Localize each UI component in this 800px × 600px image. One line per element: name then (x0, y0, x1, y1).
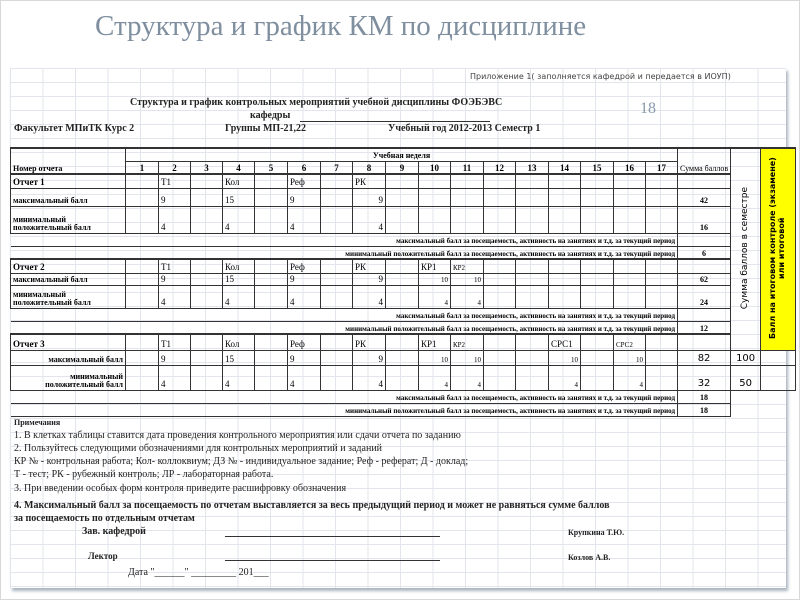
max-label: максимальный балл (11, 273, 126, 285)
note-line: КР № - контрольная работа; Кол- коллоквиум; ДЗ № - индивидуальное задание; Реф - реферат; Д - доклад; (14, 456, 469, 467)
mark-cell (255, 259, 288, 273)
attendance-min-label: минимальный положительный балл за посещаемость, активность на занятиях и т.д. за текущий период (11, 246, 678, 259)
max-score (451, 188, 484, 206)
max-score (126, 350, 159, 365)
max-score (386, 273, 419, 285)
note-line: Т - тест; РК - рубежный контроль; ЛР - лабораторная работа. (14, 469, 274, 480)
min-score: 4 (223, 365, 255, 390)
mark-cell: Кол (223, 259, 255, 273)
mark-cell (126, 334, 159, 350)
table-row (11, 308, 796, 321)
mark-cell (419, 174, 451, 188)
min-score: 4 (353, 206, 386, 233)
report-number-header: Номер отчета (11, 148, 126, 174)
max-score (191, 273, 223, 285)
final-max-blank (761, 350, 796, 365)
blank (761, 403, 796, 416)
max-sum: 42 (678, 188, 731, 206)
date-field: Дата "______" _________ 201___ (128, 567, 269, 578)
attendance-min-sum: 18 (678, 403, 731, 416)
week-1: 1 (126, 161, 159, 174)
mark-cell (191, 174, 223, 188)
max-score (516, 350, 549, 365)
max-score (484, 188, 516, 206)
max-score (321, 273, 353, 285)
max-score: 9 (288, 350, 321, 365)
max-score (484, 350, 516, 365)
max-score: 9 (288, 273, 321, 285)
max-sum: 62 (678, 273, 731, 285)
max-score (386, 188, 419, 206)
mark-cell: РК (353, 334, 386, 350)
min-score (451, 206, 484, 233)
max-score: 10 (419, 273, 451, 285)
note-line: 4. Максимальный балл за посещаемость по отчетам выставляется за весь предыдущий период и может не равняться сумме баллов (14, 500, 610, 511)
final-min-blank (761, 365, 796, 390)
min-score: 4 (159, 206, 191, 233)
kafedra-line (300, 121, 490, 122)
slide-title: Структура и график КМ по дисциплине (95, 10, 587, 42)
min-score: 4 (353, 365, 386, 390)
max-score: 9 (288, 188, 321, 206)
note-line: за посещаемость по отдельным отчетам (14, 513, 195, 524)
min-score: 4 (223, 206, 255, 233)
slide-number: 18 (640, 100, 656, 117)
mark-cell (646, 259, 678, 273)
table-row (11, 273, 796, 285)
min-score (321, 365, 353, 390)
min-score (516, 365, 549, 390)
min-score (126, 285, 159, 308)
min-score (581, 285, 614, 308)
attendance-min-sum: 12 (678, 321, 731, 334)
faculty: Факультет МПиТК Курс 2 (14, 123, 135, 134)
mark-cell (255, 174, 288, 188)
min-score: 4 (353, 285, 386, 308)
mark-cell: Реф (288, 259, 321, 273)
max-label: максимальный балл (11, 350, 126, 365)
min-score (646, 285, 678, 308)
blank (731, 403, 761, 416)
min-score: 4 (288, 365, 321, 390)
max-sum: 82 (678, 350, 731, 365)
min-score (516, 285, 549, 308)
mark-cell (516, 334, 549, 350)
mark-cell: КР1 (419, 334, 451, 350)
mark-cell (516, 259, 549, 273)
mark-cell: Кол (223, 174, 255, 188)
min-score (126, 365, 159, 390)
lecturer-label: Лектор (88, 551, 118, 561)
week-4: 4 (223, 161, 255, 174)
min-score (549, 206, 581, 233)
max-score (646, 350, 678, 365)
mark-cell (549, 174, 581, 188)
week-3: 3 (191, 161, 223, 174)
week-11: 11 (451, 161, 484, 174)
min-score (255, 285, 288, 308)
mark-cell: РК (353, 259, 386, 273)
head-label: Зав. кафедрой (82, 526, 146, 537)
max-score: 15 (223, 273, 255, 285)
mark-cell (484, 174, 516, 188)
min-score (549, 285, 581, 308)
max-score (516, 273, 549, 285)
min-score (614, 285, 646, 308)
min-score: 4 (159, 285, 191, 308)
mark-cell (451, 174, 484, 188)
max-score: 9 (353, 350, 386, 365)
week-10: 10 (419, 161, 451, 174)
semester-max: 100 (731, 350, 761, 365)
max-score: 10 (451, 350, 484, 365)
mark-cell (646, 174, 678, 188)
final-control-text: Балл на итоговом контроле (экзамене) или итоговой (768, 157, 787, 339)
min-score: 4 (419, 365, 451, 390)
blank (761, 390, 796, 403)
min-score (581, 206, 614, 233)
max-score (419, 188, 451, 206)
mark-cell (549, 259, 581, 273)
mark-cell: Т1 (159, 334, 191, 350)
max-score (255, 188, 288, 206)
mark-cell (646, 334, 678, 350)
min-score (126, 206, 159, 233)
mark-cell (255, 334, 288, 350)
table-row (11, 233, 796, 246)
mark-cell (126, 259, 159, 273)
min-label: минимальный положительный балл (11, 206, 126, 233)
min-score: 4 (288, 206, 321, 233)
mark-cell (321, 334, 353, 350)
max-score (549, 273, 581, 285)
attendance-min-label: минимальный положительный балл за посещаемость, активность на занятиях и т.д. за текущий период (11, 321, 678, 334)
note-line: 2. Пользуйтесь следующими обозначениями для контрольных мероприятий и заданий (14, 443, 383, 454)
table-row (11, 403, 796, 416)
min-score (516, 206, 549, 233)
min-score (614, 206, 646, 233)
min-score: 4 (451, 365, 484, 390)
mark-cell (614, 259, 646, 273)
table-row (11, 188, 796, 206)
sum-blank (678, 334, 731, 350)
max-score: 10 (419, 350, 451, 365)
min-label: минимальный положительный балл (11, 285, 126, 308)
week-15: 15 (581, 161, 614, 174)
min-score (484, 206, 516, 233)
max-score: 10 (451, 273, 484, 285)
min-score: 4 (419, 285, 451, 308)
mark-cell: РК (353, 174, 386, 188)
max-score (321, 350, 353, 365)
max-score (614, 273, 646, 285)
max-score (646, 188, 678, 206)
note-line: 3. При введении особых форм контроля приведите расшифровку обозначения (14, 483, 347, 494)
max-score: 9 (353, 188, 386, 206)
min-score: 4 (159, 365, 191, 390)
kafedra-label: кафедры (250, 110, 291, 121)
max-score: 10 (549, 350, 581, 365)
week-12: 12 (484, 161, 516, 174)
structure-title: Структура и график контрольных мероприятий учебной дисциплины ФОЭБЭВС (130, 97, 503, 108)
max-score (191, 188, 223, 206)
week-5: 5 (255, 161, 288, 174)
table-row (11, 390, 796, 403)
table-row (11, 259, 796, 273)
mark-cell: Т1 (159, 174, 191, 188)
min-score: 4 (549, 365, 581, 390)
min-score (646, 206, 678, 233)
groups: Группы МП-21,22 (225, 123, 307, 134)
max-score (386, 350, 419, 365)
max-score (549, 188, 581, 206)
mark-cell (386, 334, 419, 350)
note-line: 1. В клетках таблицы ставится дата проведения контрольного мероприятия или сдачи отчета по заданию (14, 430, 461, 441)
max-score: 9 (159, 350, 191, 365)
table-row (11, 174, 796, 188)
table-row (11, 321, 796, 334)
report-name: Отчет 3 (11, 334, 126, 350)
mark-cell: Т1 (159, 259, 191, 273)
mark-cell (581, 259, 614, 273)
min-score (191, 285, 223, 308)
lecturer-name: Козлов А.В. (568, 553, 611, 562)
min-score (419, 206, 451, 233)
blank (731, 390, 761, 403)
max-score (255, 273, 288, 285)
final-control-header (761, 148, 796, 350)
mark-cell (126, 174, 159, 188)
mark-cell (484, 259, 516, 273)
min-sum: 24 (678, 285, 731, 308)
mark-cell (581, 334, 614, 350)
head-name: Крупкина Т.Ю. (568, 528, 625, 537)
semester-min: 50 (731, 365, 761, 390)
max-score (191, 350, 223, 365)
max-score (126, 188, 159, 206)
min-score (191, 206, 223, 233)
min-score (484, 285, 516, 308)
mark-cell (191, 259, 223, 273)
mark-cell (321, 174, 353, 188)
min-score (386, 365, 419, 390)
week-8: 8 (353, 161, 386, 174)
table-row (11, 206, 796, 233)
week-header: Учебная неделя (126, 148, 678, 161)
academic-year: Учебный год 2012-2013 Семестр 1 (388, 123, 541, 134)
sum-blank (678, 259, 731, 273)
semester-sum-header (731, 148, 761, 350)
table-row (11, 148, 796, 161)
week-14: 14 (549, 161, 581, 174)
max-score (581, 350, 614, 365)
mark-cell (386, 174, 419, 188)
table-row (11, 350, 796, 365)
mark-cell: КР1 (419, 259, 451, 273)
min-score (321, 285, 353, 308)
week-6: 6 (288, 161, 321, 174)
min-sum: 32 (678, 365, 731, 390)
head-signature-line (225, 536, 440, 537)
table-row (11, 365, 796, 390)
semester-sum-text: Сумма баллов в семестре (739, 186, 750, 310)
min-score (581, 365, 614, 390)
mark-cell (321, 259, 353, 273)
min-score (321, 206, 353, 233)
week-17: 17 (646, 161, 678, 174)
attendance-min-sum: 6 (678, 246, 731, 259)
max-score (126, 273, 159, 285)
mark-cell: Реф (288, 174, 321, 188)
min-score (386, 285, 419, 308)
mark-cell (516, 174, 549, 188)
min-score: 4 (288, 285, 321, 308)
min-sum: 16 (678, 206, 731, 233)
week-16: 16 (614, 161, 646, 174)
report-name: Отчет 1 (11, 174, 126, 188)
max-score (255, 350, 288, 365)
attendance-min-label: минимальный положительный балл за посещаемость, активность на занятиях и т.д. за текущий период (11, 403, 678, 416)
min-label: минимальный положительный балл (11, 365, 126, 390)
schedule-table (10, 147, 796, 417)
report-name: Отчет 2 (11, 259, 126, 273)
max-score (646, 273, 678, 285)
min-score (191, 365, 223, 390)
max-score (484, 273, 516, 285)
attendance-max-label: максимальный балл за посещаемость, активность на занятиях и т.д. за текущий период (11, 390, 678, 403)
appendix-note: Приложение 1( заполняется кафедрой и передается в ИОУП) (470, 72, 731, 81)
max-score (516, 188, 549, 206)
max-score (581, 188, 614, 206)
attendance-max-sum: 18 (678, 390, 731, 403)
min-score (484, 365, 516, 390)
week-9: 9 (386, 161, 419, 174)
week-7: 7 (321, 161, 353, 174)
sum-blank (678, 174, 731, 188)
max-label: максимальный балл (11, 188, 126, 206)
table-row (11, 285, 796, 308)
sum-header: Сумма баллов (678, 148, 731, 174)
min-score (386, 206, 419, 233)
lecturer-signature-line (225, 560, 440, 561)
mark-cell: СРС1 (549, 334, 581, 350)
min-score: 4 (614, 365, 646, 390)
min-score: 4 (223, 285, 255, 308)
mark-cell: КР2 (451, 334, 484, 350)
max-score (321, 188, 353, 206)
week-13: 13 (516, 161, 549, 174)
mark-cell (484, 334, 516, 350)
mark-cell: Кол (223, 334, 255, 350)
max-score: 9 (159, 188, 191, 206)
attendance-max-label: максимальный балл за посещаемость, активность на занятиях и т.д. за текущий период (11, 308, 678, 321)
mark-cell: КР2 (451, 259, 484, 273)
max-score (581, 273, 614, 285)
max-score: 10 (614, 350, 646, 365)
min-score (255, 206, 288, 233)
week-2: 2 (159, 161, 191, 174)
attendance-max-sum (678, 308, 731, 321)
max-score: 15 (223, 350, 255, 365)
notes-heading: Примечания (14, 418, 61, 427)
table-row (11, 246, 796, 259)
mark-cell (581, 174, 614, 188)
mark-cell (614, 174, 646, 188)
max-score: 9 (353, 273, 386, 285)
max-score: 15 (223, 188, 255, 206)
attendance-max-sum (678, 233, 731, 246)
mark-cell: Реф (288, 334, 321, 350)
table-row (11, 334, 796, 350)
min-score (255, 365, 288, 390)
attendance-max-label: максимальный балл за посещаемость, активность на занятиях и т.д. за текущий период (11, 233, 678, 246)
min-score (646, 365, 678, 390)
mark-cell: СРС2 (614, 334, 646, 350)
mark-cell (386, 259, 419, 273)
max-score: 9 (159, 273, 191, 285)
min-score: 4 (451, 285, 484, 308)
max-score (614, 188, 646, 206)
mark-cell (191, 334, 223, 350)
